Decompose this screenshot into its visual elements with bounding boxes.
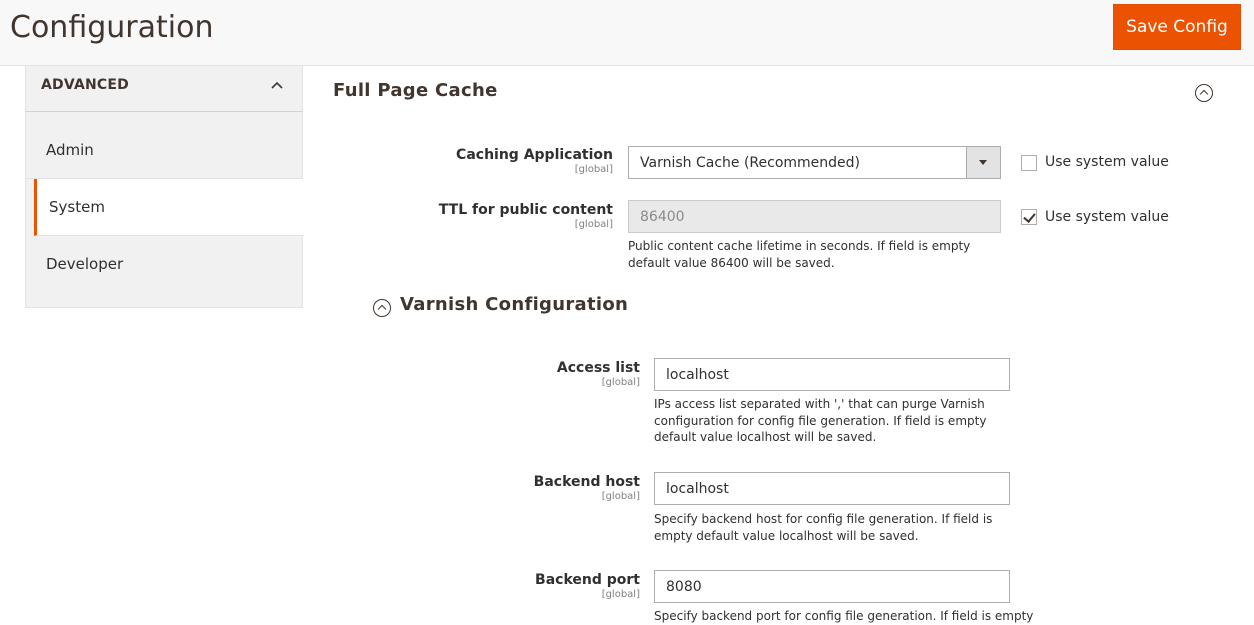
ttl-label: TTL for public content: [438, 202, 613, 218]
ttl-scope: [global]: [574, 219, 613, 230]
access-list-note: IPs access list separated with ',' that can purge Varnish configuration for config file generation. If field is empty default value localhost will be saved.: [654, 397, 987, 444]
backend-port-scope: [global]: [601, 589, 640, 600]
page-title: Configuration: [10, 10, 214, 45]
caching-application-use-system-checkbox[interactable]: [1021, 155, 1037, 171]
backend-port-note: Specify backend port for config file generation. If field is empty: [654, 609, 1034, 623]
caching-application-scope: [global]: [574, 164, 613, 175]
collapse-circle-icon[interactable]: [373, 299, 391, 317]
page-header: [0, 0, 1254, 66]
ttl-note: Public content cache lifetime in seconds. If field is empty default value 86400 will be saved.: [628, 239, 971, 270]
backend-host-label: Backend host: [533, 474, 640, 490]
collapse-circle-icon[interactable]: [1195, 84, 1213, 102]
access-list-input[interactable]: localhost: [654, 358, 1010, 391]
backend-host-note: Specify backend host for config file generation. If field is empty default value localhost will be saved.: [654, 512, 993, 543]
ttl-input[interactable]: 86400: [628, 200, 1001, 233]
ttl-use-system-checkbox[interactable]: [1021, 209, 1037, 225]
sidebar-item-label: System: [49, 198, 105, 216]
chevron-down-icon[interactable]: [966, 147, 1000, 178]
sidebar-item-admin[interactable]: [26, 122, 302, 179]
varnish-configuration-title[interactable]: Varnish Configuration: [400, 294, 629, 315]
sidebar-item-developer[interactable]: [26, 236, 302, 293]
backend-host-scope: [global]: [601, 491, 640, 502]
sidebar-item-system[interactable]: [34, 179, 304, 236]
backend-host-input[interactable]: localhost: [654, 472, 1010, 505]
sidebar-item-label: Admin: [46, 141, 94, 159]
sidebar-section-advanced[interactable]: [26, 66, 302, 112]
sidebar-item-label: Developer: [46, 255, 124, 273]
backend-port-input[interactable]: 8080: [654, 570, 1010, 603]
section-title-full-page-cache[interactable]: Full Page Cache: [333, 80, 498, 101]
access-list-label: Access list: [556, 360, 640, 376]
chevron-up-icon[interactable]: [270, 79, 284, 91]
caching-application-label: Caching Application: [456, 147, 613, 163]
caching-application-value: Varnish Cache (Recommended): [640, 154, 860, 171]
caching-application-select[interactable]: [628, 146, 1001, 179]
sidebar-section-label: ADVANCED: [41, 77, 129, 93]
backend-port-label: Backend port: [535, 572, 640, 588]
config-sidebar: [25, 66, 303, 308]
access-list-scope: [global]: [601, 377, 640, 388]
save-config-button[interactable]: Save Config: [1113, 4, 1241, 50]
ttl-use-system-label[interactable]: Use system value: [1045, 209, 1169, 225]
caching-application-use-system-label[interactable]: Use system value: [1045, 154, 1169, 170]
